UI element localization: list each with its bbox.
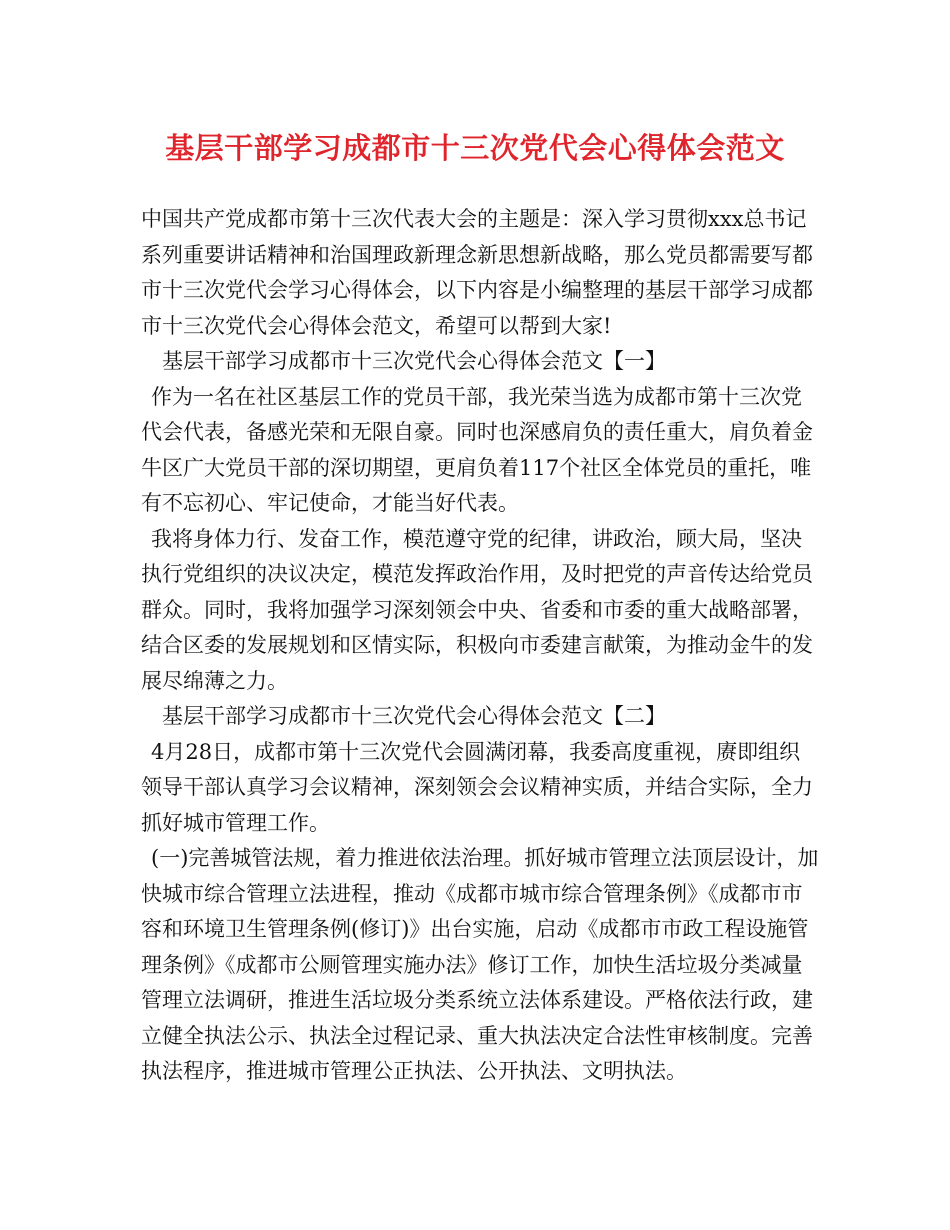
section-heading-two: 基层干部学习成都市十三次党代会心得体会范文【二】 xyxy=(162,704,666,728)
intro-paragraph: 中国共产党成都市第十三次代表大会的主题是：深入学习贯彻xxx总书记系列重要讲话精神和治国理政新理念新思想新战略，那么党员都需要写都市十三次党代会学习心得体会，以下内容是小编整理的基层干部学习成都市十三次党代会心得体会范文，希望可以帮到大家! xyxy=(141,207,813,338)
body-paragraph: 4月28日，成都市第十三次党代会圆满闭幕，我委高度重视，赓即组织领导干部认真学习会议精神，深刻领会会议精神实质，并结合实际，全力抓好城市管理工作。 xyxy=(141,739,813,835)
body-paragraph: (一)完善城管法规，着力推进依法治理。抓好城市管理立法顶层设计，加快城市综合管理立法进程，推动《成都市城市综合管理条例》《成都市市容和环境卫生管理条例(修订)》出台实施，启动《成都市市政工程设施管理条例》《成都市公厕管理实施办法》修订工作，加快生活垃圾分类减量管理立法调研，推进生活垃圾分类系统立法体系建设。严格依法行政，建立健全执法公示、执法全过程记录、重大执法决定合法性审核制度。完善执法程序，推进城市管理公正执法、公开执法、文明执法。 xyxy=(141,846,819,1083)
body-paragraph: 作为一名在社区基层工作的党员干部，我光荣当选为成都市第十三次党代会代表，备感光荣和无限自豪。同时也深感肩负的责任重大，肩负着金牛区广大党员干部的深切期望，更肩负着117个社区全体党员的重托，唯有不忘初心、牢记使命，才能当好代表。 xyxy=(141,384,813,515)
document-body xyxy=(141,202,821,1090)
section-heading-one: 基层干部学习成都市十三次党代会心得体会范文【一】 xyxy=(162,349,666,373)
document-title: 基层干部学习成都市十三次党代会心得体会范文 xyxy=(165,131,785,165)
body-paragraph: 我将身体力行、发奋工作，模范遵守党的纪律，讲政治，顾大局，坚决执行党组织的决议决定，模范发挥政治作用，及时把党的声音传达给党员群众。同时，我将加强学习深刻领会中央、省委和市委的重大战略部署，结合区委的发展规划和区情实际，积极向市委建言献策，为推动金牛的发展尽绵薄之力。 xyxy=(141,526,813,693)
